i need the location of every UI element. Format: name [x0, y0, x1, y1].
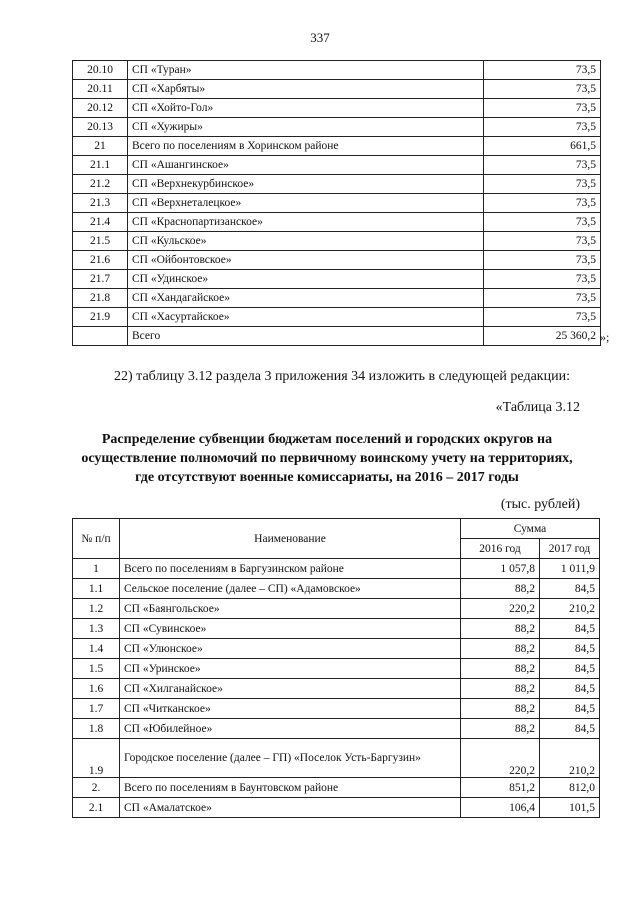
row-value: 73,5 — [484, 61, 601, 80]
table-row — [73, 194, 601, 213]
row-number: 21.3 — [73, 194, 128, 213]
row-number: 1.4 — [73, 639, 120, 659]
row-name: СП «Амалатское» — [120, 798, 461, 818]
row-name: СП «Хандагайское» — [128, 289, 484, 308]
row-name: Всего по поселениям в Баргузинском районе — [120, 559, 461, 579]
table-heading: Распределение субвенции бюджетам поселений и городских округов на осуществление полномочий по первичному воинскому учету на территориях, где отсутствуют военные комиссариаты, на 2016 – 2017 годы — [81, 432, 573, 485]
row-value: 73,5 — [484, 251, 601, 270]
row-value-2017: 1 011,9 — [540, 559, 600, 579]
table-row — [73, 213, 601, 232]
row-value: 73,5 — [484, 118, 601, 137]
row-value: 73,5 — [484, 80, 601, 99]
table-row — [73, 137, 601, 156]
table-row — [73, 289, 601, 308]
row-name: СП «Читканское» — [120, 699, 461, 719]
row-name: Сельское поселение (далее – СП) «Адамовское» — [120, 579, 461, 599]
row-name: СП «Верхнеталецкое» — [128, 194, 484, 213]
table-row — [73, 619, 600, 639]
header-name: Наименование — [120, 519, 461, 559]
row-number: 1.3 — [73, 619, 120, 639]
table-row — [73, 118, 601, 137]
row-value-2017: 84,5 — [540, 619, 600, 639]
row-value: 73,5 — [484, 232, 601, 251]
row-value-2016: 88,2 — [461, 639, 540, 659]
page-number: 337 — [310, 30, 330, 45]
row-value-2017: 84,5 — [540, 699, 600, 719]
row-number: 21 — [73, 137, 128, 156]
row-value-2016: 106,4 — [461, 798, 540, 818]
table-row — [73, 719, 600, 739]
row-name: СП «Харбяты» — [128, 80, 484, 99]
row-number: 20.13 — [73, 118, 128, 137]
row-number: 21.7 — [73, 270, 128, 289]
table-row — [73, 579, 600, 599]
table-row — [73, 232, 601, 251]
row-number: 20.10 — [73, 61, 128, 80]
row-number: 20.12 — [73, 99, 128, 118]
row-value: 73,5 — [484, 99, 601, 118]
row-name: СП «Туран» — [128, 61, 484, 80]
row-value-2016: 88,2 — [461, 699, 540, 719]
row-name: СП «Улюнское» — [120, 639, 461, 659]
row-name: СП «Сувинское» — [120, 619, 461, 639]
row-value: 73,5 — [484, 308, 601, 327]
row-value-2016: 88,2 — [461, 659, 540, 679]
row-value-2017: 84,5 — [540, 719, 600, 739]
row-value-2017: 210,2 — [540, 739, 600, 778]
row-name: СП «Верхнекурбинское» — [128, 175, 484, 194]
table-label: «Таблица 3.12 — [495, 400, 580, 415]
row-name: СП «Баянгольское» — [120, 599, 461, 619]
row-value-2016: 88,2 — [461, 579, 540, 599]
row-value: 73,5 — [484, 213, 601, 232]
table-row — [73, 679, 600, 699]
table-row — [73, 80, 601, 99]
table-row — [73, 156, 601, 175]
row-number: 1.9 — [73, 739, 120, 778]
row-name: СП «Юбилейное» — [120, 719, 461, 739]
header-2017: 2017 год — [540, 539, 600, 559]
table-row — [73, 559, 600, 579]
row-number: 1.8 — [73, 719, 120, 739]
row-value-2017: 101,5 — [540, 798, 600, 818]
row-value-2016: 88,2 — [461, 619, 540, 639]
row-name: СП «Ашангинское» — [128, 156, 484, 175]
row-name: Всего — [128, 327, 484, 346]
row-value: 25 360,2 — [484, 327, 601, 346]
row-number: 1.2 — [73, 599, 120, 619]
row-number: 21.2 — [73, 175, 128, 194]
row-name: Всего по поселениям в Баунтовском районе — [120, 778, 461, 798]
table-row — [73, 175, 601, 194]
table-row — [73, 99, 601, 118]
table-closing-mark: »; — [600, 330, 610, 344]
row-name: СП «Удинское» — [128, 270, 484, 289]
table-row — [73, 699, 600, 719]
row-value-2017: 84,5 — [540, 659, 600, 679]
table-row — [73, 599, 600, 619]
row-number: 1.1 — [73, 579, 120, 599]
row-number: 1.6 — [73, 679, 120, 699]
subvention-table — [72, 518, 600, 818]
table-row — [73, 308, 601, 327]
header-sum: Сумма — [461, 519, 600, 539]
row-name: СП «Хужиры» — [128, 118, 484, 137]
row-value-2016: 220,2 — [461, 739, 540, 778]
row-value-2017: 84,5 — [540, 679, 600, 699]
table-row — [73, 61, 601, 80]
row-value: 73,5 — [484, 194, 601, 213]
row-name: СП «Краснопартизанское» — [128, 213, 484, 232]
row-value: 661,5 — [484, 137, 601, 156]
row-number: 21.8 — [73, 289, 128, 308]
row-name: СП «Хилганайское» — [120, 679, 461, 699]
row-value: 73,5 — [484, 270, 601, 289]
row-value-2017: 84,5 — [540, 639, 600, 659]
row-number — [73, 327, 128, 346]
amendment-paragraph: 22) таблицу 3.12 раздела 3 приложения 34 изложить в следующей редакции: — [114, 369, 570, 384]
row-value-2016: 88,2 — [461, 719, 540, 739]
row-value-2016: 851,2 — [461, 778, 540, 798]
row-name: Городское поселение (далее – ГП) «Поселок Усть-Баргузин» — [120, 739, 461, 778]
row-value: 73,5 — [484, 289, 601, 308]
table-row — [73, 739, 600, 778]
row-number: 21.5 — [73, 232, 128, 251]
header-2016: 2016 год — [461, 539, 540, 559]
table-row — [73, 659, 600, 679]
table-row — [73, 327, 601, 346]
row-number: 2.1 — [73, 798, 120, 818]
row-name: Всего по поселениям в Хоринском районе — [128, 137, 484, 156]
row-value-2016: 220,2 — [461, 599, 540, 619]
table-continuation — [72, 60, 601, 346]
table-row — [73, 798, 600, 818]
row-number: 21.6 — [73, 251, 128, 270]
row-value-2017: 84,5 — [540, 579, 600, 599]
table-row — [73, 251, 601, 270]
row-name: СП «Ойбонтовское» — [128, 251, 484, 270]
row-number: 21.9 — [73, 308, 128, 327]
row-value: 73,5 — [484, 175, 601, 194]
table-row — [73, 270, 601, 289]
row-value-2016: 1 057,8 — [461, 559, 540, 579]
row-name: СП «Кульское» — [128, 232, 484, 251]
header-num: № п/п — [73, 519, 120, 559]
row-number: 21.1 — [73, 156, 128, 175]
row-number: 1.5 — [73, 659, 120, 679]
row-name: СП «Уринское» — [120, 659, 461, 679]
row-number: 20.11 — [73, 80, 128, 99]
units-note: (тыс. рублей) — [500, 497, 580, 512]
row-value: 73,5 — [484, 156, 601, 175]
table-row — [73, 639, 600, 659]
row-number: 1 — [73, 559, 120, 579]
row-number: 2. — [73, 778, 120, 798]
row-value-2017: 210,2 — [540, 599, 600, 619]
row-number: 1.7 — [73, 699, 120, 719]
row-name: СП «Хасуртайское» — [128, 308, 484, 327]
row-name: СП «Хойто-Гол» — [128, 99, 484, 118]
table-row — [73, 778, 600, 798]
row-value-2016: 88,2 — [461, 679, 540, 699]
row-number: 21.4 — [73, 213, 128, 232]
row-value-2017: 812,0 — [540, 778, 600, 798]
